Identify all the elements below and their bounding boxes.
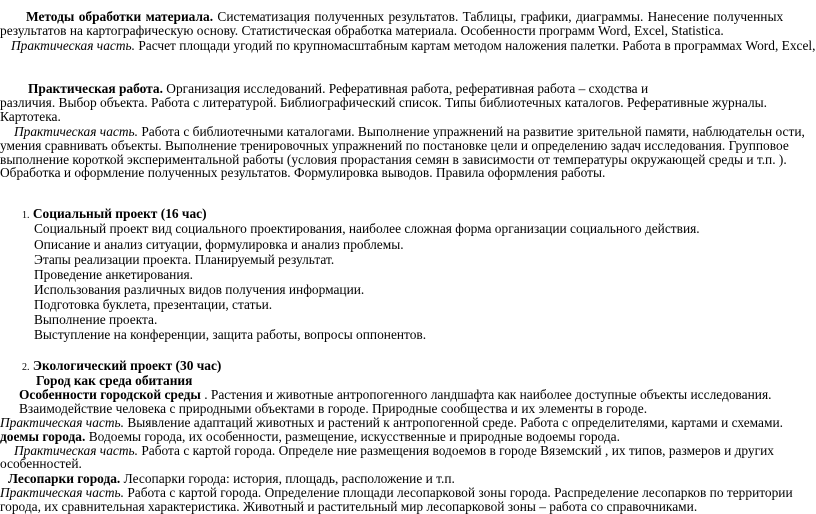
methods-text: Систематизация полученных результатов. Таблицы, графики, диаграммы. Нанесение полученных bbox=[217, 9, 784, 24]
ecology-practical-line-3-cont: города, их сравнительная характеристика. Животный и растительный мир лесопарковой зоны – работа со справочниками. bbox=[0, 499, 698, 514]
ecology-subheading: Город как среда обитания bbox=[36, 373, 193, 388]
water-bodies-text: Водоемы города, их особенности, размещение, искусственные и природные водоемы города. bbox=[88, 429, 620, 444]
methods-line-2: результатов на картографическую основу. Статистическая обработка материала. Особенности программ Word, Excel, Statistica. bbox=[0, 23, 724, 38]
list-number: 1. bbox=[22, 210, 30, 221]
practical-text: Работа с картой города. Определе ние размещения водоемов в городе Вяземский , их типов, размеров и других bbox=[141, 443, 774, 458]
practical-label: Практическая часть. bbox=[0, 485, 124, 500]
social-item: Использования различных видов получения информации. bbox=[34, 282, 365, 297]
methods-line-1 bbox=[26, 10, 783, 24]
practical-text: Работа с картой города. Определение площади лесопарковой зоны города. Распределение лесопарков по территории bbox=[127, 485, 793, 500]
ecology-practical-line-2 bbox=[14, 444, 774, 458]
water-bodies-label: доемы города. bbox=[0, 429, 86, 444]
practical-work-line-6: выполнение короткой экспериментальной работы (условия прорастания семян в зависимости от температуры окружающей среды и т.п. ). bbox=[0, 152, 787, 167]
practical-work-practical-line bbox=[14, 125, 805, 139]
practical-work-line-7: Обработка и оформление полученных результатов. Формулировка выводов. Правила оформления работы. bbox=[0, 165, 606, 180]
urban-environment-label: Особенности городской среды bbox=[19, 387, 201, 402]
social-item: Этапы реализации проекта. Планируемый результат. bbox=[34, 252, 335, 267]
practical-work-text: Организация исследований. Реферативная работа, реферативная работа – сходства и bbox=[166, 81, 649, 96]
urban-environment-text: . Растения и животные антропогенного ландшафта как наиболее доступные объекты исследования. bbox=[204, 387, 772, 402]
practical-text: Расчет площади угодий по крупномасштабным картам методом наложения палетки. Работа в программах Word, Excel, bbox=[138, 38, 816, 53]
practical-label: Практическая часть. bbox=[14, 443, 138, 458]
ecology-practical-line-3 bbox=[0, 486, 793, 500]
methods-heading: Методы обработки материала. bbox=[26, 9, 214, 24]
ecology-practical-line-1 bbox=[0, 416, 783, 430]
forest-parks-text: Лесопарки города: история, площадь, расположение и т.п. bbox=[123, 471, 455, 486]
practical-label: Практическая часть. bbox=[14, 124, 138, 139]
practical-work-heading: Практическая работа. bbox=[28, 81, 163, 96]
social-item: Проведение анкетирования. bbox=[34, 267, 194, 282]
social-item: Описание и анализ ситуации, формулировка и анализ проблемы. bbox=[34, 237, 404, 252]
social-item: Выполнение проекта. bbox=[34, 312, 158, 327]
practical-label: Практическая часть. bbox=[11, 38, 135, 53]
social-item: Социальный проект вид социального проектирования, наиболее сложная форма организации социального действия. bbox=[34, 221, 700, 236]
water-bodies-line bbox=[0, 430, 620, 444]
methods-practical-line bbox=[11, 39, 815, 53]
urban-environment-line bbox=[19, 388, 771, 402]
interaction-line: Взаимодействие человека с природными объектами в городе. Природные сообщества и их элементы в городе. bbox=[19, 401, 648, 416]
practical-work-line-1 bbox=[28, 82, 648, 96]
ecology-practical-line-2-cont: особенностей. bbox=[0, 456, 82, 471]
social-item: Подготовка буклета, презентации, статьи. bbox=[34, 297, 273, 312]
practical-work-line-2: различия. Выбор объекта. Работа с литературой. Библиографический список. Типы библиотечных каталогов. Реферативные журналы. bbox=[0, 95, 767, 110]
practical-label: Практическая часть. bbox=[0, 415, 124, 430]
list-number: 2. bbox=[22, 362, 30, 373]
practical-text: Выявление адаптаций животных и растений к антропогенной среде. Работа с определителями, картами и схемами. bbox=[127, 415, 783, 430]
forest-parks-line bbox=[8, 472, 455, 486]
forest-parks-label: Лесопарки города. bbox=[8, 471, 121, 486]
practical-work-line-5: умения сравнивать объекты. Выполнение тренировочных упражнений по постановке цели и определению задач исследования. Групповое bbox=[0, 138, 789, 153]
practical-work-line-3: Картотека. bbox=[0, 109, 61, 124]
ecology-project-heading: Экологический проект (30 час) bbox=[32, 358, 222, 373]
practical-text: Работа с библиотечными каталогами. Выполнение упражнений на развитие зрительной памяти, наблюдательн ости, bbox=[141, 124, 805, 139]
social-item: Выступление на конференции, защита работы, вопросы оппонентов. bbox=[34, 327, 427, 342]
social-project-heading: Социальный проект (16 час) bbox=[32, 206, 207, 221]
